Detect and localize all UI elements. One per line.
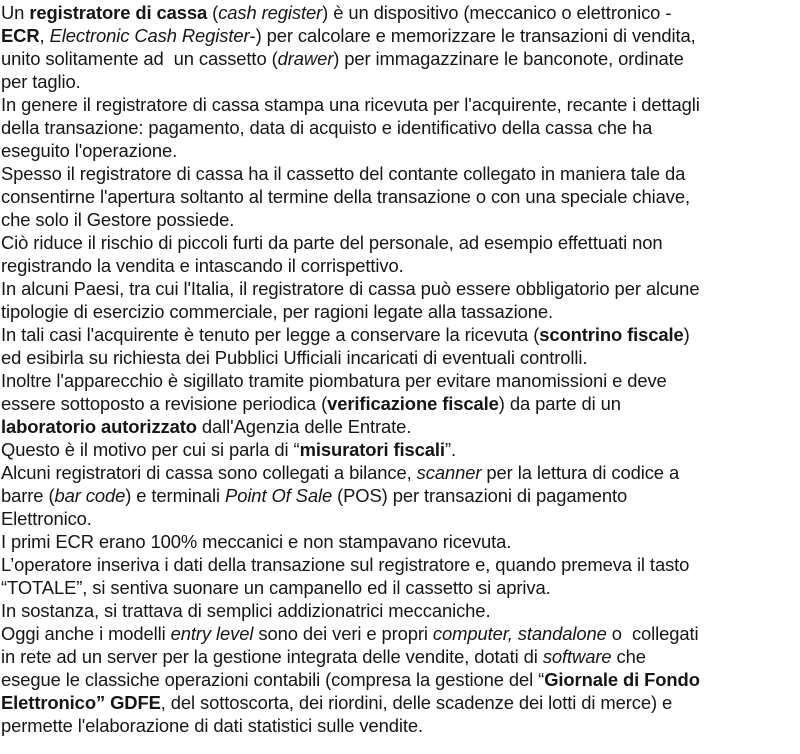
text-line — [1, 507, 800, 530]
bold-term: misuratori fiscali — [299, 439, 445, 460]
italic-term: entry level — [170, 623, 254, 644]
italic-term: Electronic Cash Register — [49, 25, 250, 46]
paragraph — [1, 599, 800, 622]
text-run: consentirne l'apertura soltanto al termine della transazione o con una speciale chiave, — [1, 186, 690, 207]
document-page — [0, 1, 800, 754]
text-line — [1, 300, 800, 323]
text-run: Inoltre l'apparecchio è sigillato tramite piombatura per evitare manomissioni e deve — [1, 370, 667, 391]
text-run: barre ( — [1, 485, 55, 506]
text-line — [1, 346, 800, 369]
text-line — [1, 576, 800, 599]
text-line — [1, 254, 800, 277]
text-run: -) per calcolare e memorizzare le transazioni di vendita, — [249, 25, 696, 46]
bold-term: registratore di cassa — [29, 2, 208, 23]
text-line — [1, 139, 800, 162]
italic-term: bar code — [54, 485, 126, 506]
text-line — [1, 461, 800, 484]
paragraph — [1, 323, 800, 369]
text-line — [1, 70, 800, 93]
text-line — [1, 1, 800, 24]
text-run: ) per immagazzinare le banconote, ordinate — [333, 48, 684, 69]
text-line — [1, 668, 800, 691]
text-run: ) da parte di un — [498, 393, 621, 414]
text-run: sono dei veri e propri — [253, 623, 433, 644]
text-run: Elettronico. — [1, 508, 92, 529]
text-line — [1, 415, 800, 438]
paragraph — [1, 530, 800, 553]
text-line — [1, 714, 800, 737]
text-run: In sostanza, si trattava di semplici addizionatrici meccaniche. — [1, 600, 491, 621]
text-run: (POS) per transazioni di pagamento — [332, 485, 628, 506]
italic-term: scanner — [416, 462, 482, 483]
text-line — [1, 323, 800, 346]
text-run: che — [611, 646, 646, 667]
bold-term: laboratorio autorizzato — [1, 416, 197, 437]
text-run: Ciò riduce il rischio di piccoli furti da parte del personale, ad esempio effettuati non — [1, 232, 663, 253]
text-line — [1, 438, 800, 461]
text-run: per la lettura di codice a — [481, 462, 680, 483]
paragraph — [1, 369, 800, 438]
text-run: Oggi anche i modelli — [1, 623, 171, 644]
text-run: per taglio. — [1, 71, 81, 92]
text-run: eseguito l'operazione. — [1, 140, 178, 161]
text-run: Alcuni registratori di cassa sono collegati a bilance, — [1, 462, 417, 483]
text-run: in rete ad un server per la gestione integrata delle vendite, dotati di — [1, 646, 543, 667]
bold-term: Elettronico” — [1, 692, 106, 713]
text-line — [1, 553, 800, 576]
paragraph — [1, 622, 800, 737]
text-line — [1, 47, 800, 70]
text-line — [1, 645, 800, 668]
text-line — [1, 93, 800, 116]
text-run: Spesso il registratore di cassa ha il cassetto del contante collegato in maniera tale da — [1, 163, 686, 184]
text-run: tipologie di esercizio commerciale, per ragioni legate alla tassazione. — [1, 301, 554, 322]
bold-term: Giornale di Fondo — [544, 669, 700, 690]
text-line — [1, 599, 800, 622]
italic-term: Point Of Sale — [225, 485, 333, 506]
text-run: In tali casi l'acquirente è tenuto per legge a conservare la ricevuta ( — [1, 324, 540, 345]
paragraph — [1, 231, 800, 277]
text-line — [1, 484, 800, 507]
text-run: ) è un dispositivo (meccanico o elettronico - — [322, 2, 672, 23]
bold-term: verificazione fiscale — [327, 393, 499, 414]
paragraph — [1, 461, 800, 530]
paragraph — [1, 553, 800, 599]
text-run: I primi ECR erano 100% meccanici e non stampavano ricevuta. — [1, 531, 512, 552]
text-run: registrando la vendita e intascando il corrispettivo. — [1, 255, 404, 276]
text-line — [1, 24, 800, 47]
text-line — [1, 277, 800, 300]
italic-term: cash register — [218, 2, 323, 23]
paragraph — [1, 93, 800, 162]
text-run: L’operatore inseriva i dati della transazione sul registratore e, quando premeva il tasto — [1, 554, 690, 575]
text-run: ed esibirla su richiesta dei Pubblici Ufficiali incaricati di eventuali controlli. — [1, 347, 588, 368]
text-run: ”. — [444, 439, 456, 460]
paragraph — [1, 277, 800, 323]
bold-term: GDFE — [110, 692, 161, 713]
text-run: unito solitamente ad un cassetto ( — [1, 48, 278, 69]
italic-term: computer, standalone — [432, 623, 607, 644]
text-line — [1, 116, 800, 139]
text-run: “TOTALE”, si sentiva suonare un campanello ed il cassetto si apriva. — [1, 577, 551, 598]
text-run: o collegati — [606, 623, 699, 644]
text-run: In genere il registratore di cassa stampa una ricevuta per l'acquirente, recante i dettagli — [1, 94, 700, 115]
paragraph — [1, 162, 800, 231]
text-line — [1, 185, 800, 208]
text-line — [1, 622, 800, 645]
text-run: permette l'elaborazione di dati statistici sulle vendite. — [1, 715, 424, 736]
text-line — [1, 162, 800, 185]
text-line — [1, 208, 800, 231]
text-line — [1, 392, 800, 415]
paragraph — [1, 1, 800, 93]
text-run: Questo è il motivo per cui si parla di “ — [1, 439, 300, 460]
text-run: che solo il Gestore possiede. — [1, 209, 235, 230]
text-run: , — [39, 25, 50, 46]
text-line — [1, 530, 800, 553]
italic-term: software — [542, 646, 612, 667]
text-run: della transazione: pagamento, data di acquisto e identificativo della cassa che ha — [1, 117, 653, 138]
text-run: , del sottoscorta, dei riordini, delle scadenze dei lotti di merce) e — [160, 692, 673, 713]
bold-term: scontrino fiscale — [539, 324, 684, 345]
text-line — [1, 369, 800, 392]
italic-term: drawer — [277, 48, 334, 69]
text-run: In alcuni Paesi, tra cui l'Italia, il registratore di cassa può essere obbligatorio per alcune — [1, 278, 700, 299]
text-line — [1, 691, 800, 714]
text-run: ) e terminali — [125, 485, 226, 506]
text-run: essere sottoposto a revisione periodica ( — [1, 393, 328, 414]
text-run: ( — [207, 2, 219, 23]
text-run: Un — [1, 2, 30, 23]
text-run: ) — [683, 324, 690, 345]
text-line — [1, 231, 800, 254]
text-run: dall'Agenzia delle Entrate. — [196, 416, 412, 437]
bold-term: ECR — [1, 25, 40, 46]
paragraph — [1, 438, 800, 461]
text-run: esegue le classiche operazioni contabili (compresa la gestione del “ — [1, 669, 545, 690]
